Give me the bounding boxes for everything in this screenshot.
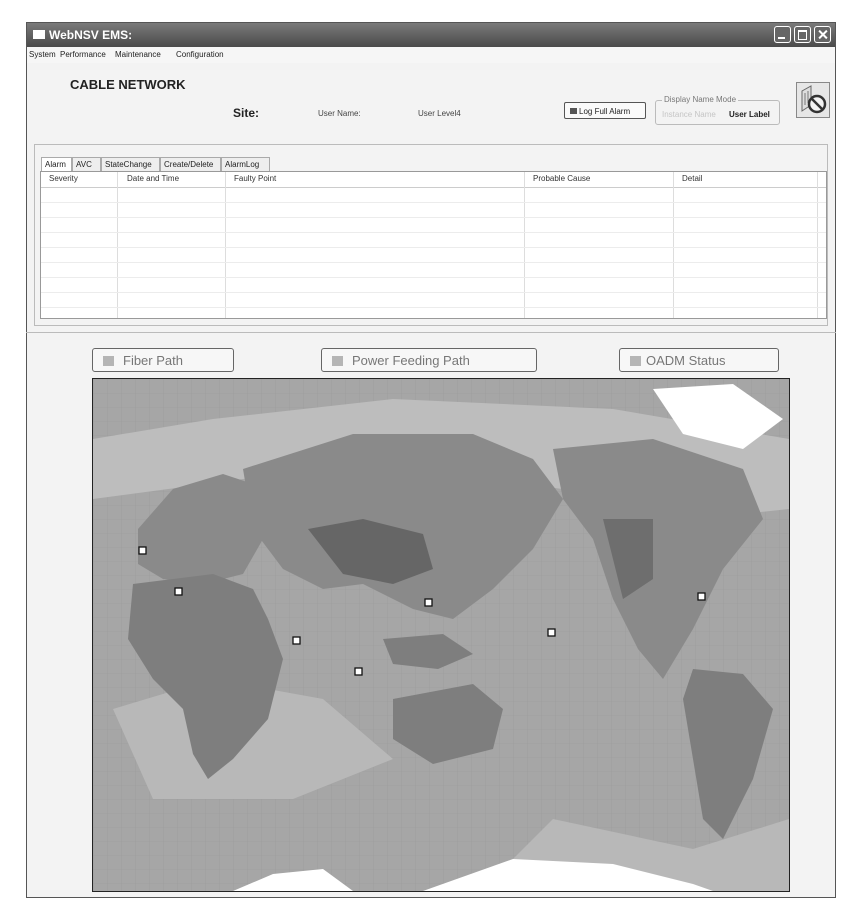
empty-row-line: [41, 202, 826, 203]
empty-row-line: [41, 307, 826, 308]
content-overlay: [26, 22, 836, 898]
empty-row-line: [41, 292, 826, 293]
alarm-table-header: [41, 172, 826, 188]
tab-alarm[interactable]: Alarm: [41, 157, 72, 171]
column-divider[interactable]: [524, 172, 525, 319]
toggle-indicator-icon: [630, 356, 641, 366]
app-icon: [33, 30, 45, 39]
divider: [26, 332, 836, 333]
column-divider[interactable]: [817, 172, 818, 319]
empty-row-line: [41, 232, 826, 233]
empty-row-line: [41, 217, 826, 218]
world-map-canvas: [93, 379, 789, 891]
empty-row-line: [41, 262, 826, 263]
column-divider[interactable]: [225, 172, 226, 319]
column-header-detail[interactable]: Detail: [682, 174, 703, 183]
user-name-label: User Name:: [318, 109, 361, 118]
power-feeding-path-toggle[interactable]: [321, 348, 537, 372]
column-divider[interactable]: [117, 172, 118, 319]
column-header-faulty-point[interactable]: Faulty Point: [234, 174, 277, 183]
column-header-probable-cause[interactable]: Probable Cause: [533, 174, 591, 183]
menu-bar: [27, 47, 835, 63]
empty-row-line: [41, 247, 826, 248]
column-header-date-time[interactable]: Date and Time: [127, 174, 180, 183]
column-header-severity[interactable]: Severity: [49, 174, 78, 183]
node-marker[interactable]: [698, 593, 705, 600]
node-marker[interactable]: [425, 599, 432, 606]
indicator-square-icon: [570, 108, 577, 114]
menu-system[interactable]: System: [29, 50, 56, 59]
alarm-table[interactable]: [40, 171, 827, 319]
tab-alarmlog[interactable]: AlarmLog: [221, 157, 270, 171]
column-divider[interactable]: [673, 172, 674, 319]
node-marker[interactable]: [293, 637, 300, 644]
site-label: Site:: [233, 106, 260, 120]
no-sign-icon: [797, 83, 829, 117]
log-full-alarm-button[interactable]: [564, 102, 646, 119]
fiber-path-toggle[interactable]: [92, 348, 234, 372]
tab-create-delete[interactable]: Create/Delete: [160, 157, 221, 171]
power-feeding-path-label: Power Feeding Path: [352, 353, 470, 368]
toggle-indicator-icon: [332, 356, 343, 366]
fiber-path-label: Fiber Path: [123, 353, 183, 368]
node-marker[interactable]: [175, 588, 182, 595]
page-title: CABLE NETWORK: [70, 77, 186, 92]
toggle-indicator-icon: [103, 356, 114, 366]
user-label-option[interactable]: User Label: [729, 110, 770, 119]
node-marker[interactable]: [139, 547, 146, 554]
log-full-alarm-label: Log Full Alarm: [579, 107, 631, 116]
oadm-status-label: OADM Status: [646, 353, 726, 368]
instance-name-option[interactable]: Instance Name: [662, 110, 716, 119]
empty-row-line: [41, 277, 826, 278]
menu-configuration[interactable]: Configuration: [176, 50, 224, 59]
menu-performance[interactable]: Performance: [60, 50, 106, 59]
alarm-silence-button[interactable]: [796, 82, 830, 118]
node-marker[interactable]: [548, 629, 555, 636]
maximize-button[interactable]: [794, 26, 811, 43]
oadm-status-toggle[interactable]: [619, 348, 779, 372]
minimize-button[interactable]: [774, 26, 791, 43]
window-title: WebNSV EMS:: [49, 28, 133, 42]
tab-avc[interactable]: AVC: [72, 157, 101, 171]
tab-statechange[interactable]: StateChange: [101, 157, 160, 171]
node-marker[interactable]: [355, 668, 362, 675]
menu-maintenance[interactable]: Maintenance: [115, 50, 161, 59]
world-map[interactable]: [92, 378, 790, 892]
user-level: User Level4: [418, 109, 461, 118]
close-button[interactable]: [814, 26, 831, 43]
title-bar[interactable]: [27, 23, 835, 47]
display-name-mode-title: Display Name Mode: [664, 95, 737, 104]
